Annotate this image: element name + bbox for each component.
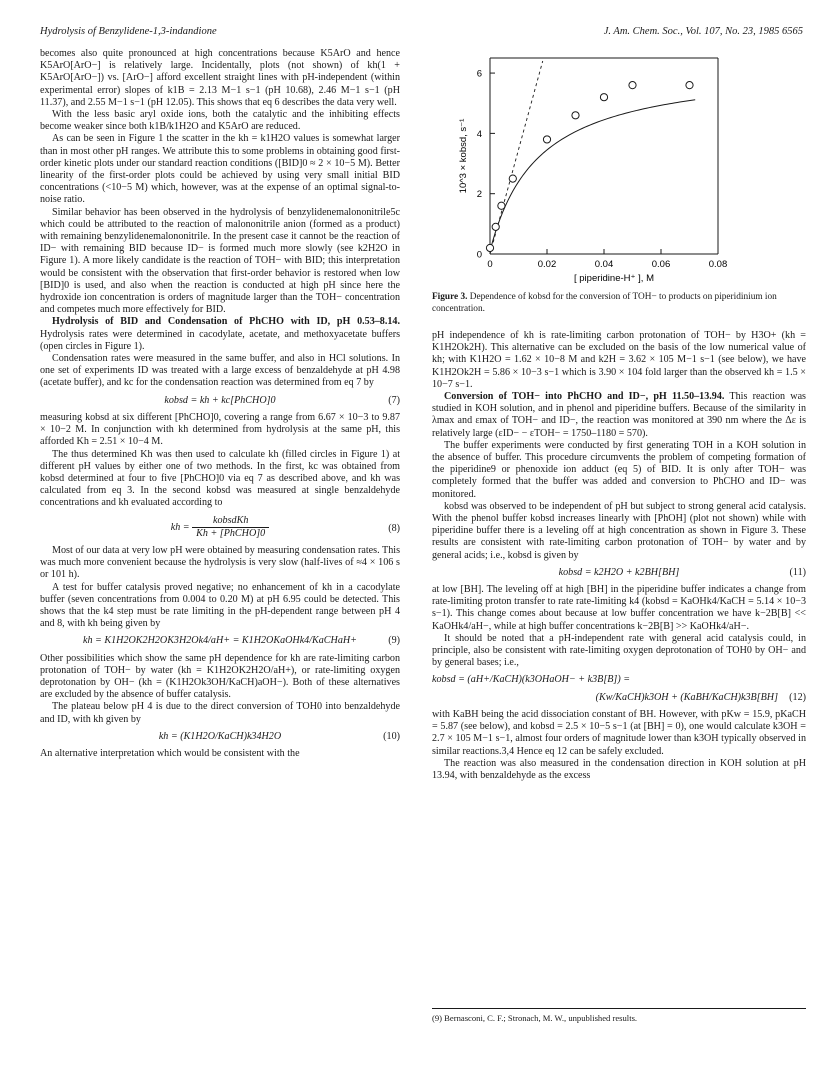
equation-number: (12) <box>789 691 806 703</box>
equation-number: (7) <box>388 394 400 406</box>
paragraph: An alternative interpretation which would be consistent with the <box>40 747 300 759</box>
paragraph: Other possibilities which show the same pH dependence for kh are rate-limiting carbon protonation of TOH− by water (kh = K1H2OK2H2O/aH+), or rate-limiting oxygen deprotonation by OH− (kh = (K1H2Ok3OH/KaCH)aOH−). Both of these alternatives are excluded by the absence of buffer catalysis. <box>40 652 400 701</box>
paragraph: pH independence of kh is rate-limiting carbon protonation of TOH− by H3O+ (kh = K1H2Ok2H). This alternative can be excluded on the basis of the low numerical value of kh; with K1H2O = 1.62 × 10−8 M and k2H = 3.62 × 105 M−1 s−1 (see below), we have K1H2Ok2H = 5.86 × 10−3 s−1 which is 3.90 × 104 fold larger than the observed kh = 1.5 × 10−7 s−1. <box>432 330 806 390</box>
y-tick-label: 2 <box>476 189 482 201</box>
equation-number: (11) <box>789 566 806 578</box>
paragraph: at low [BH]. The leveling off at high [BH] in the piperidine buffer indicates a change from rate-limiting proton transfer to rate rate-limiting k4 (kobsd = KaOHk4/KaCH = 5.14 × 10−3 s−1). This change comes about because at low buffer concentration we have k−2B[B] << KaOHk4/aH−, while at high buffer concentrations k−2B[B] >> KaOHk4/aH−. <box>432 584 806 632</box>
paragraph: With the less basic aryl oxide ions, both the catalytic and the inhibiting effects become weaker since both k1B/k1H2O and K5ArO are reduced. <box>40 109 400 133</box>
paragraph: The thus determined Kh was then used to calculate kh (filled circles in Figure 1) at different pH values by either one of two methods. In the first, kc was obtained from kobsd determined at four to five [PhCHO]0 via eq 7 as described above, and kh was calculated from eq 3. In the second kobsd was measured at single benzaldehyde concentrations and kh evaluated according to <box>40 448 400 509</box>
paragraph: A test for buffer catalysis proved negative; no enhancement of kh in a cacodylate buffer (seven concentrations from 0.004 to 0.20 M) at pH 6.95 could be detected. This shows that the k4 step must be rate limiting in the pH-dependent range between pH 4 and 8, with kh being given by <box>40 581 400 630</box>
equation-number: (8) <box>388 522 400 534</box>
x-tick-label: 0.04 <box>594 259 614 270</box>
section-paragraph <box>432 391 806 440</box>
equation-7 <box>40 395 400 407</box>
denominator: Kh + [PhCHO]0 <box>196 527 266 539</box>
equation-10 <box>40 731 400 743</box>
footnote: (9) Bernasconi, C. F.; Stronach, M. W., unpublished results. <box>432 1008 806 1023</box>
data-point <box>492 223 499 230</box>
data-point <box>686 82 693 89</box>
paragraph: The buffer experiments were conducted by first generating TOH in a KOH solution in the absence of buffer. This procedure circumvents the problem of competing formation of the piperidine9 or phenoxide ion adduct (eq 5) of BID. It is only after TOH− was completely formed that the buffer was added and conversion to PhCHO and ID− was monitored. <box>432 439 806 500</box>
fit-curve <box>490 100 695 251</box>
paragraph: kobsd was observed to be independent of pH but subject to strong general acid catalysis. With the phenol buffer kobsd increases linearly with [PhOH] (plot not shown) while with piperidine buffer there is a leveling off at high concentration as shown in Figure 3. These results are consistent with rate-limiting carbon protonation of TOH− by water and by general acids; i.e., kobsd is given by <box>432 500 806 561</box>
section-heading: Conversion of TOH− into PhCHO and ID−, pH 11.50–13.94. <box>444 391 725 403</box>
caption-text: Dependence of kobsd for the conversion of TOH− to products on piperidinium ion concentration. <box>432 292 777 314</box>
equation-12a <box>432 674 806 686</box>
paragraph: As can be seen in Figure 1 the scatter in the kh = k1H2O values is somewhat larger than in most other pH ranges. We attribute this to some problems in obtaining good first-order kinetic plots under our standard reaction conditions ([BID]0 ≈ 2 × 10−5 M). Better linearity of the first-order plots could be achieved by using very small initial BID concentrations (<10−5 M) which, however, was at the expense of an optimal signal-to-noise ratio. <box>40 133 400 206</box>
section-heading: Hydrolysis of BID and Condensation of PhCHO with ID, pH 0.53–8.14. <box>52 316 400 328</box>
numerator: kobsdKh <box>192 515 269 528</box>
data-point <box>509 175 516 182</box>
equation-text: kobsd = kh + kc[PhCHO]0 <box>164 394 276 406</box>
x-tick-label: 0.02 <box>537 259 557 270</box>
paragraph-text: This reaction was studied in KOH solution, and in phenol and piperidine buffers. Because of the similarity in λmax and εmax of TOH− and ID−, the reaction was monitored at 390 nm where the Δε is relatively large (εID− − εTOH− = 1750–1180 = 570). <box>432 391 806 439</box>
section-paragraph <box>40 316 400 353</box>
equation-number: (9) <box>388 635 400 647</box>
x-tick-label: 0.08 <box>708 259 728 270</box>
data-point <box>486 244 493 251</box>
paragraph: It should be noted that a pH-independent rate with general acid catalysis could, in principle, also be consistent with rate-limiting oxygen deprotonation of TOH0 by OH− and by general bases; i.e., <box>432 632 806 669</box>
paragraph: Most of our data at very low pH were obtained by measuring condensation rates. This was much more convenient because the hydrolysis is very slow (half-lives of ≈4 × 106 s or 101 h). <box>40 544 400 581</box>
equation-text: kobsd = k2H2O + k2BH[BH] <box>558 566 680 578</box>
running-head-right: J. Am. Chem. Soc., Vol. 107, No. 23, 1985 6565 <box>603 26 803 37</box>
paragraph: becomes also quite pronounced at high concentrations because K5ArO and hence K5ArO[ArO−] is relatively large. Incidentally, plots (not shown) of kh(1 + K5ArO[ArO−]) vs. [ArO−] afford excellent straight lines with pH-independent (within experimental error) slopes of k1B = 2.13 M−1 s−1 (pH 10.68), 2.46 M−1 s−1 (pH 11.37), and 2.55 M−1 s−1 (pH 12.05). This shows that eq 6 describes the data very well. <box>40 48 400 108</box>
figure-3-plot <box>452 44 742 284</box>
y-tick-label: 0 <box>476 249 482 261</box>
equation-9 <box>40 635 400 647</box>
equation-8 <box>40 515 400 540</box>
right-column <box>432 330 806 782</box>
y-axis-label: 10^3 × kobsd, s⁻¹ <box>458 118 469 194</box>
paragraph: The reaction was also measured in the condensation direction in KOH solution at pH 13.94, with benzaldehyde as the excess <box>432 757 806 781</box>
equation-lhs: kh = <box>170 521 190 533</box>
data-point <box>543 136 550 143</box>
y-tick-label: 6 <box>476 68 482 80</box>
left-column <box>40 48 400 760</box>
paragraph: with KaBH being the acid dissociation constant of BH. However, with pKw = 15.9, pKaCH = 5.87 (see below), and kobsd = 2.5 × 10−5 s−1 (at [BH] = 0), one would calculate k3OH = 2.7 × 105 M−1 s−1, almost four orders of magnitude lower than k3OH typically observed in similar reactions.3,4 Hence eq 12 can be safely excluded. <box>432 708 806 757</box>
caption-label: Figure 3. <box>432 292 468 302</box>
equation-12b <box>432 692 806 704</box>
x-tick-label: 0 <box>487 259 493 270</box>
x-tick-label: 0.06 <box>651 259 671 270</box>
equation-11 <box>432 567 806 579</box>
paragraph: Condensation rates were measured in the same buffer, and also in HCl solutions. In one set of experiments ID was treated with a large excess of benzaldehyde at pH 4.98 (acetate buffer), and kc for the condensation reaction was determined from eq 7 by <box>40 353 400 389</box>
data-point <box>600 94 607 101</box>
y-tick-label: 4 <box>476 128 482 140</box>
equation-text: (Kw/KaCH)k3OH + (KaBH/KaCH)k3B[BH] <box>595 691 778 703</box>
equation-number: (10) <box>383 730 400 742</box>
equation-text: kobsd = (aH+/KaCH)(k3OHaOH− + k3B[B]) = <box>432 674 631 686</box>
equation-text: kh = K1H2OK2H2OK3H2Ok4/aH+ = K1H2OKaOHk4/KaCHaH+ <box>83 635 357 647</box>
x-axis-label: [ piperidine-H⁺ ], M <box>574 273 654 284</box>
fraction <box>192 515 269 540</box>
equation-text: kh = (K1H2O/KaCH)k34H2O <box>158 730 282 742</box>
running-head-left: Hydrolysis of Benzylidene-1,3-indandione <box>40 26 217 37</box>
data-point <box>498 202 505 209</box>
paragraph-text: Hydrolysis rates were determined in cacodylate, acetate, and methoxyacetate buffers (open circles in Figure 1). <box>40 328 400 352</box>
paragraph: Similar behavior has been observed in the hydrolysis of benzylidenemalononitrile5c which could be attributed to the reaction of malononitrile anion (formed as a product) with remaining benzylidenemalononitrile. In the present case it cannot be the reaction of ID− with remaining BID because ID− is formed much more slowly (see k2H2O in Figure 1). A more likely candidate is the reaction of TOH− with BID; this interpretation would be consistent with the observation that first-order behavior is restored when low [BID]0 is used, and also when the reaction is conducted at high pH since here the hydroxide ion concentration is orders of magnitude larger than the TOH− concentration and competes much more effectively for BID. <box>40 206 400 316</box>
data-point <box>572 112 579 119</box>
paragraph: measuring kobsd at six different [PhCHO]0, covering a range from 6.67 × 10−3 to 9.87 × 10−2 M. In conjunction with kh determined from hydrolysis at the same pH, this afforded Kh = 2.51 × 10−4 M. <box>40 411 400 448</box>
paragraph: The plateau below pH 4 is due to the direct conversion of TOH0 into benzaldehyde and ID, with kh given by <box>40 701 400 725</box>
figure-caption <box>432 292 806 315</box>
data-point <box>629 82 636 89</box>
